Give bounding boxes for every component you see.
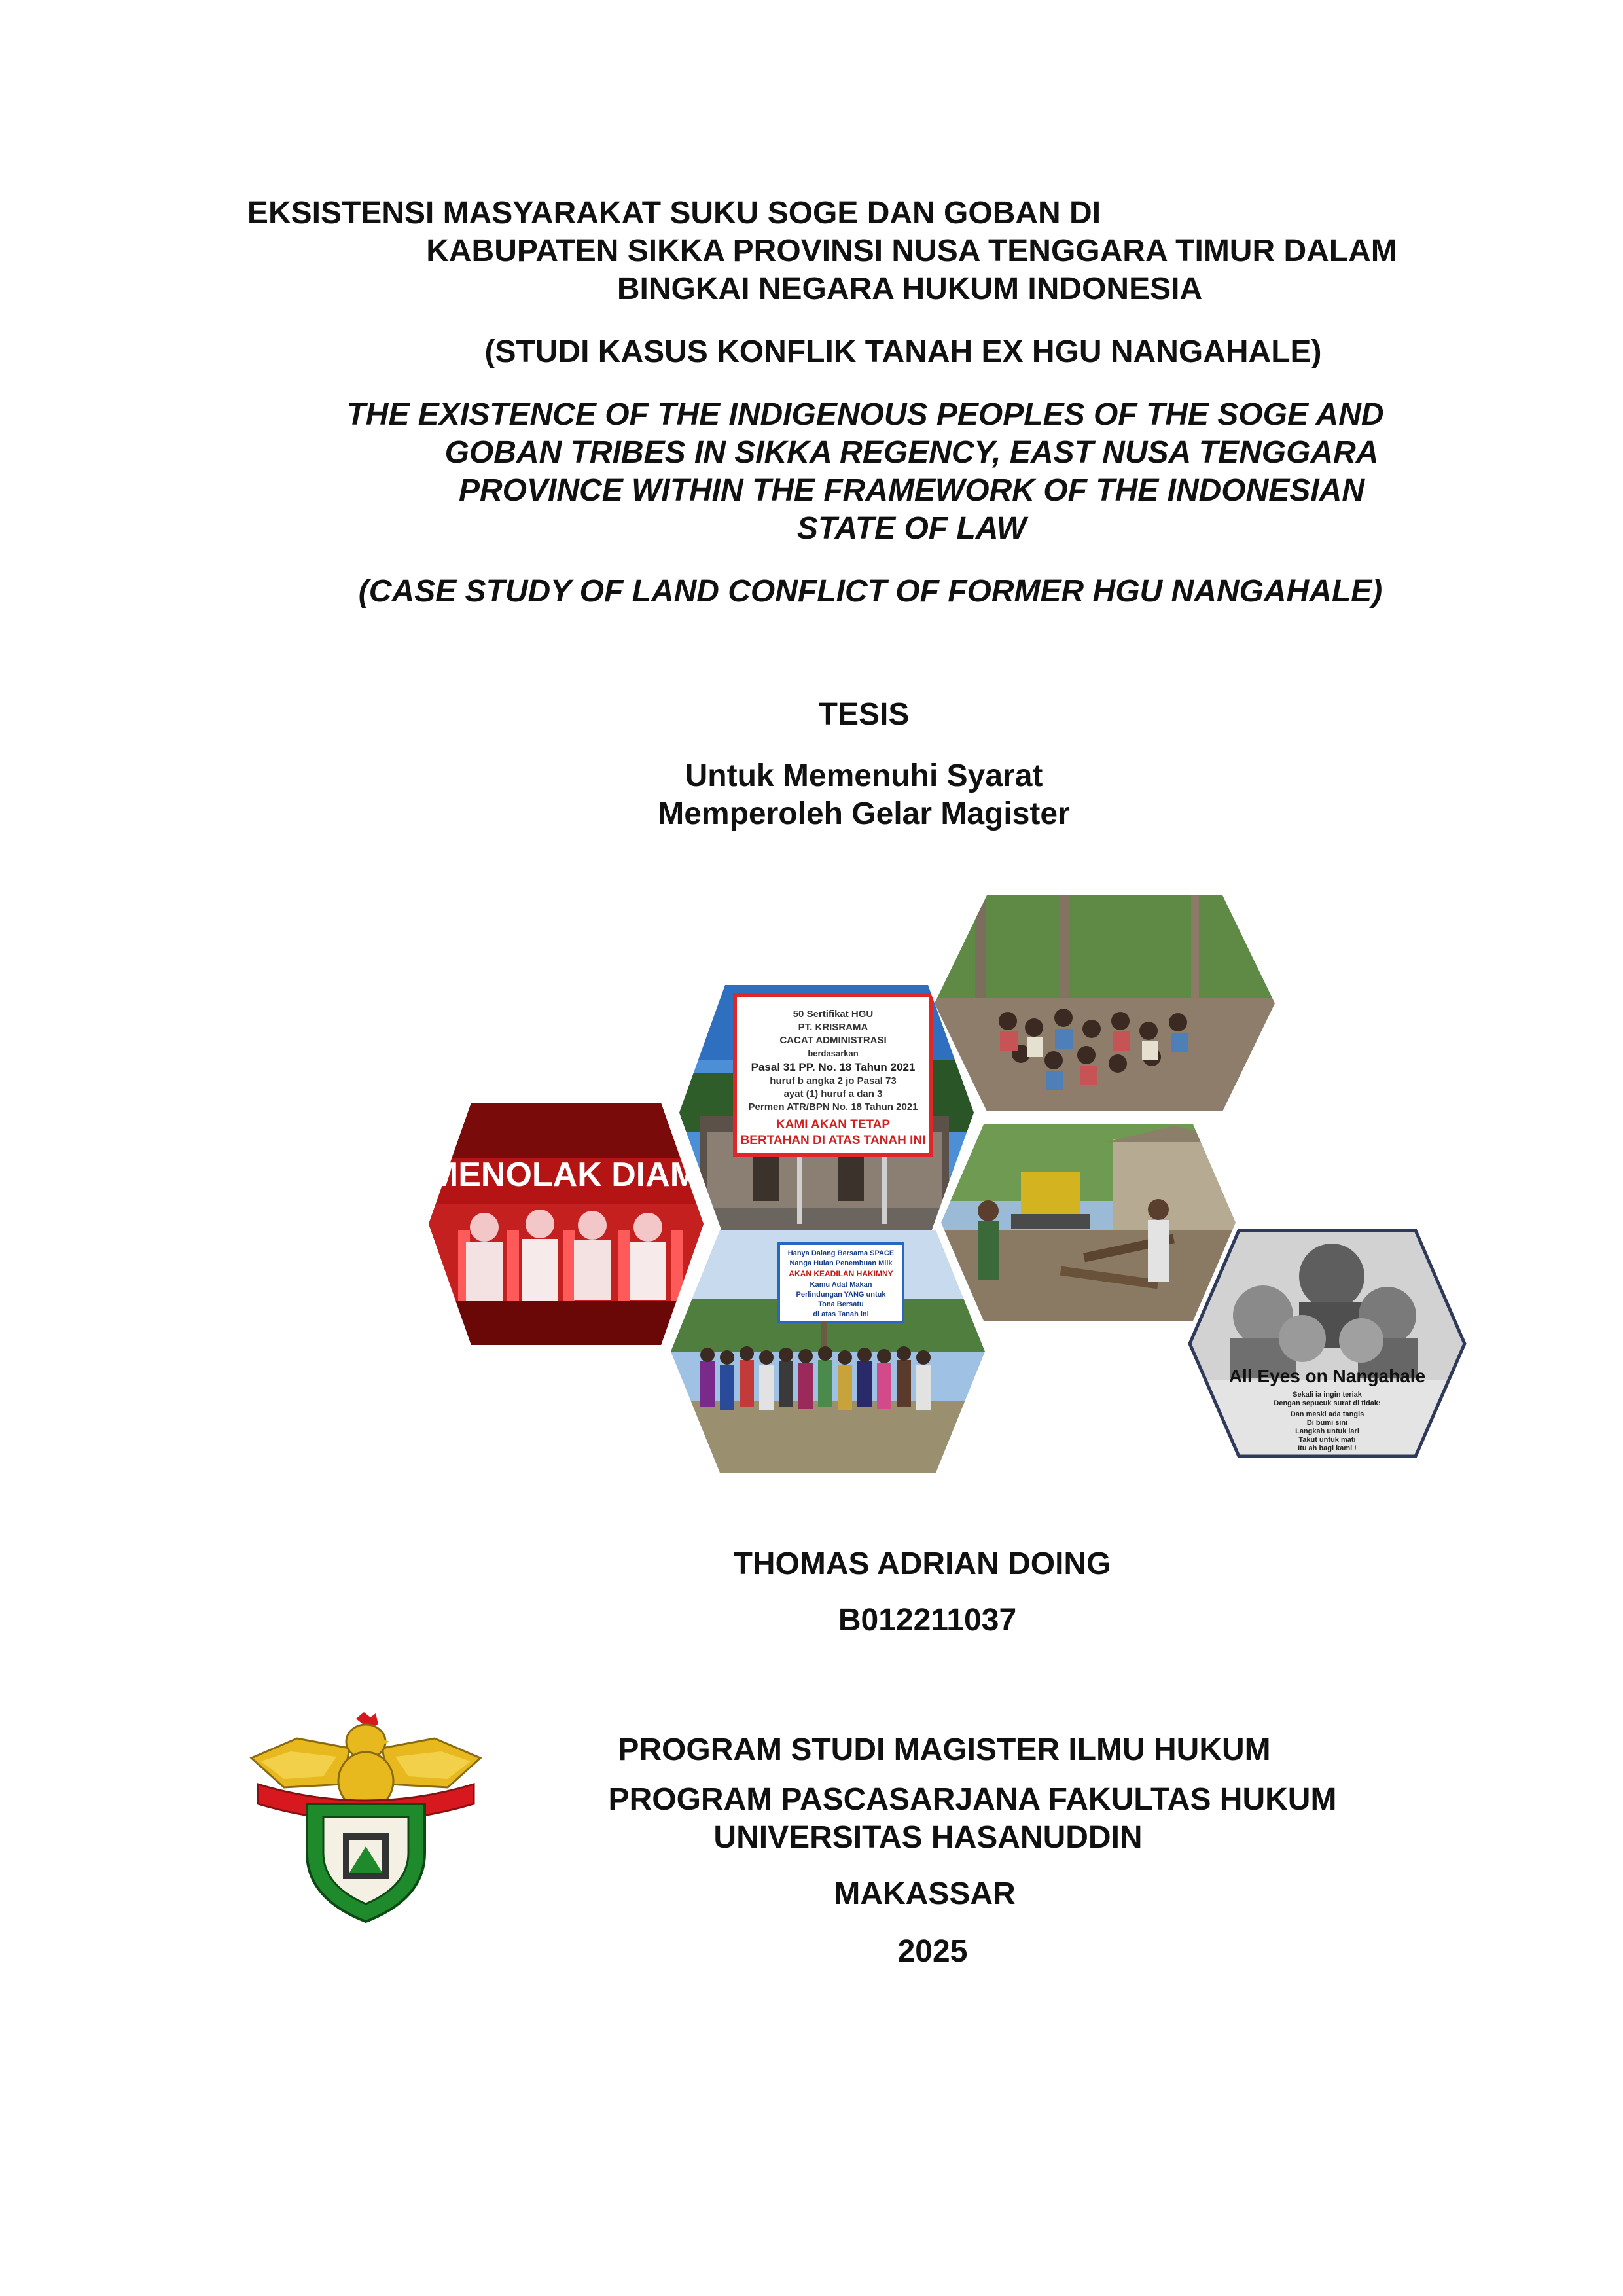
institution-line-3: UNIVERSITAS HASANUDDIN — [713, 1820, 1143, 1855]
poster-line: Di bumi sini — [1306, 1419, 1348, 1427]
sign-line: 50 Sertifikat HGU — [793, 1009, 874, 1020]
demolition-photo — [939, 1122, 1238, 1323]
sign-line: Permen ATR/BPN No. 18 Tahun 2021 — [748, 1102, 918, 1113]
sign2-line: Perlindungan YANG untuk — [796, 1291, 886, 1299]
sign2-line: Nanga Hulan Penembuan Milk — [789, 1259, 893, 1267]
poster-line: Dan meski ada tangis — [1290, 1410, 1364, 1418]
protest-banner-photo — [425, 1100, 707, 1348]
thesis-type: TESIS — [818, 697, 910, 732]
poster-line: Itu ah bagi kami ! — [1298, 1444, 1357, 1452]
title-en-line-2: GOBAN TRIBES IN SIKKA REGENCY, EAST NUSA TENGGARA — [444, 435, 1379, 470]
poster-line: Langkah untuk lari — [1295, 1427, 1359, 1435]
author-name: THOMAS ADRIAN DOING — [733, 1547, 1111, 1581]
sign2-line: Kamu Adat Makan — [810, 1281, 872, 1289]
sign-line: Pasal 31 PP. No. 18 Tahun 2021 — [751, 1061, 916, 1073]
year: 2025 — [897, 1934, 968, 1969]
sign2-line: di atas Tanah ini — [813, 1310, 869, 1318]
institution-line-2: PROGRAM PASCASARJANA FAKULTAS HUKUM — [608, 1782, 1337, 1817]
sign-line: huruf b angka 2 jo Pasal 73 — [770, 1075, 897, 1086]
thesis-purpose-line-2: Memperoleh Gelar Magister — [658, 797, 1070, 831]
sign-line: ayat (1) huruf a dan 3 — [783, 1088, 883, 1100]
poster-line: Sekali ia ingin teriak — [1293, 1391, 1362, 1399]
thesis-purpose-line-1: Untuk Memenuhi Syarat — [685, 759, 1043, 793]
sign-line: CACAT ADMINISTRASI — [779, 1035, 887, 1046]
title-en-line-4: STATE OF LAW — [796, 511, 1027, 546]
institution-line-1: PROGRAM STUDI MAGISTER ILMU HUKUM — [618, 1732, 1271, 1767]
student-id: B012211037 — [838, 1603, 1017, 1638]
sign2-line: Hanya Dalang Bersama SPACE — [787, 1249, 895, 1257]
title-id-line-3: BINGKAI NEGARA HUKUM INDONESIA — [616, 272, 1203, 306]
protest-banner-text: MENOLAK DIAM — [429, 1156, 699, 1194]
title-id-subtitle: (STUDI KASUS KONFLIK TANAH EX HGU NANGAHALE) — [484, 334, 1322, 369]
poster-line: Takut untuk mati — [1298, 1436, 1356, 1444]
sign-line: BERTAHAN DI ATAS TANAH INI — [740, 1134, 926, 1147]
title-en-subtitle: (CASE STUDY OF LAND CONFLICT OF FORMER HGU NANGAHALE) — [358, 574, 1383, 609]
title-en-line-1: THE EXISTENCE OF THE INDIGENOUS PEOPLES OF THE SOGE AND — [346, 397, 1384, 432]
sign-line: PT. KRISRAMA — [798, 1022, 868, 1033]
title-id-line-2: KABUPATEN SIKKA PROVINSI NUSA TENGGARA TIMUR DALAM — [426, 234, 1397, 268]
sign-line: berdasarkan — [808, 1049, 859, 1058]
community-gathering-photo — [933, 893, 1276, 1116]
sign2-line: Tona Bersatu — [818, 1300, 864, 1308]
title-en-line-3: PROVINCE WITHIN THE FRAMEWORK OF THE INDONESIAN — [459, 473, 1364, 508]
sign-line: KAMI AKAN TETAP — [776, 1118, 891, 1132]
poster-title: All Eyes on Nangahale — [1228, 1366, 1426, 1386]
title-id-line-1: EKSISTENSI MASYARAKAT SUKU SOGE DAN GOBAN DI — [247, 196, 1101, 230]
poster-line: Dengan sepucuk surat di tidak: — [1274, 1399, 1381, 1407]
city: MAKASSAR — [834, 1876, 1016, 1911]
sign2-line: AKAN KEADILAN HAKIMNY — [789, 1269, 893, 1278]
